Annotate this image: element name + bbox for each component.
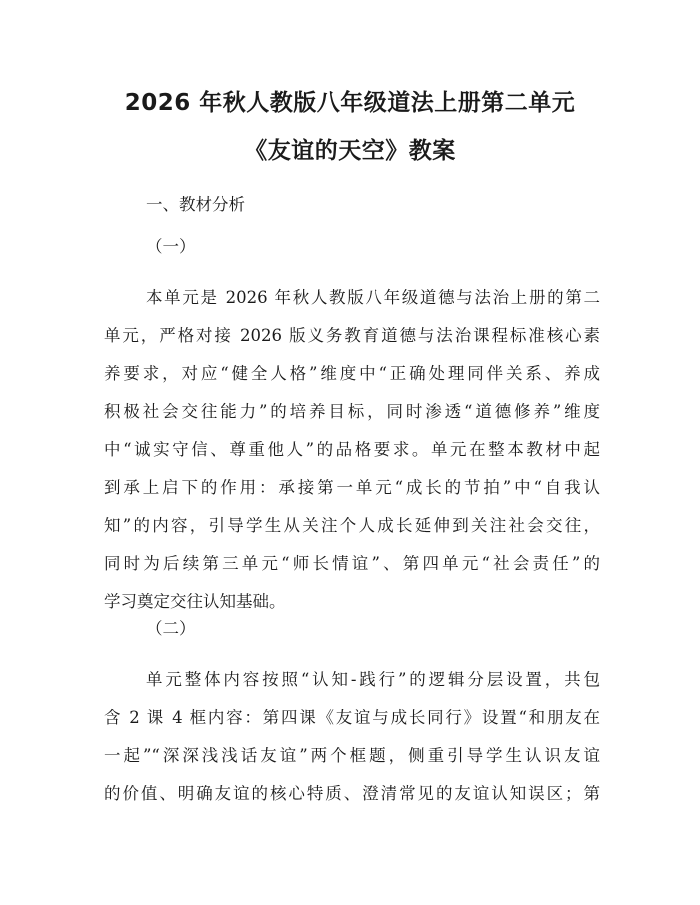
paragraph-line: 一起”“深深浅浅话友谊”两个框题，侧重引导学生认识友谊 [104,746,600,765]
paragraph-line: 积极社会交往能力”的培养目标，同时渗透“道德修养”维度 [104,402,600,421]
subsection-label-2: （二） [146,619,196,638]
paragraph-line: 知”的内容，引导学生从关注个人成长延伸到关注社会交往， [104,516,600,535]
paragraph-line: 单元，严格对接 2026 版义务教育道德与法治课程标准核心素 [104,326,600,345]
paragraph-line: 含 2 课 4 框内容：第四课《友谊与成长同行》设置“和朋友在 [104,708,600,727]
paragraph-line: 到承上启下的作用：承接第一单元“成长的节拍”中“自我认 [104,478,600,497]
paragraph-1 [104,279,600,621]
paragraph-line: 中“诚实守信、尊重他人”的品格要求。单元在整本教材中起 [104,440,600,459]
paragraph-line: 的价值、明确友谊的核心特质、澄清常见的友谊认知误区；第 [104,784,600,803]
document-title-line-2: 《友谊的天空》教案 [244,138,456,164]
subsection-label-1: （一） [146,237,196,256]
paragraph-line: 单元整体内容按照“认知-践行”的逻辑分层设置，共包 [146,670,600,689]
paragraph-2 [104,661,600,813]
section-heading-textbook-analysis: 一、教材分析 [146,195,245,214]
paragraph-line: 本单元是 2026 年秋人教版八年级道德与法治上册的第二 [146,288,600,307]
paragraph-line: 同时为后续第三单元“师长情谊”、第四单元“社会责任”的 [104,554,600,573]
document-title-line-1: 2026 年秋人教版八年级道法上册第二单元 [124,90,576,116]
paragraph-line: 学习奠定交往认知基础。 [104,592,286,611]
paragraph-line: 养要求，对应“健全人格”维度中“正确处理同伴关系、养成 [104,364,600,383]
